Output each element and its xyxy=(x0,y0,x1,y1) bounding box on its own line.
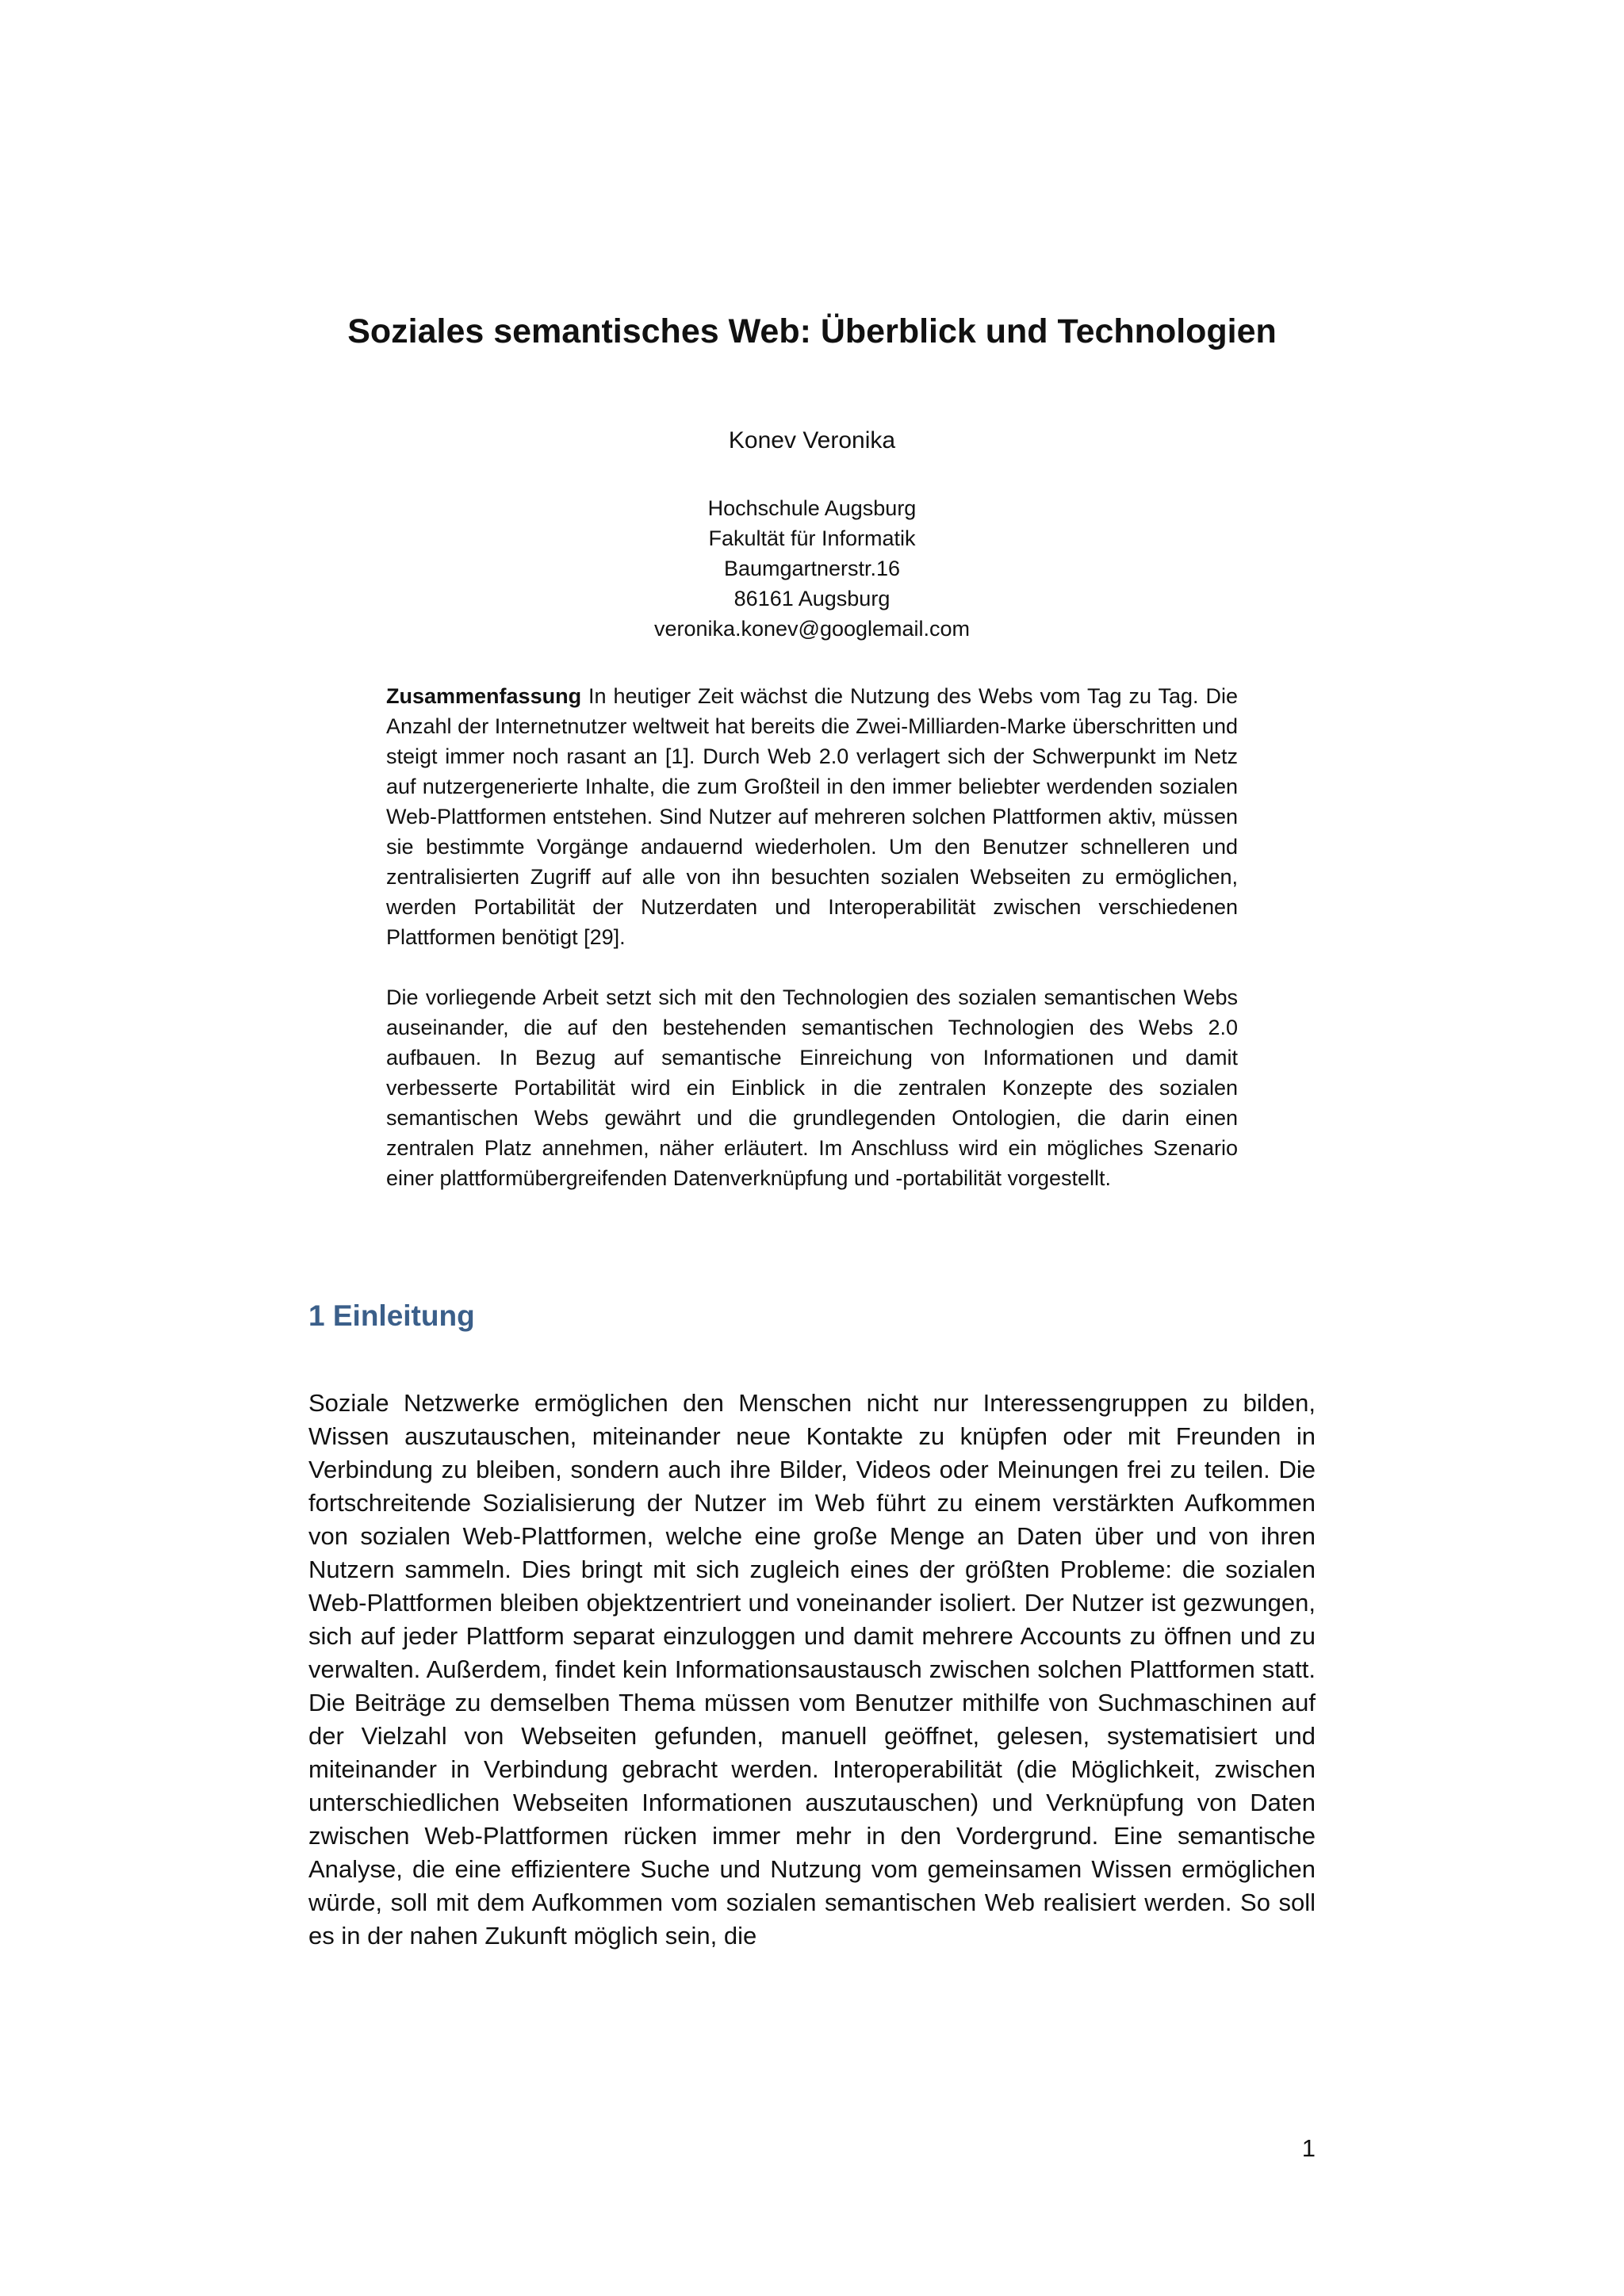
abstract-label: Zusammenfassung xyxy=(386,684,582,708)
page-number: 1 xyxy=(1301,2134,1316,2162)
section-body-paragraph: Soziale Netzwerke ermöglichen den Menschen nicht nur Interessengruppen zu bilden, Wissen auszutauschen, miteinander neue Kontakte zu knüpfen oder mit Freunden in Verbindung zu bleiben, sondern auch ihre Bilder, Videos oder Meinungen frei zu teilen. Die fortschreitende Sozialisierung der Nutzer im Web führt zu einem verstärkten Aufkommen von sozialen Web-Plattformen, welche eine große Menge an Daten über und von ihren Nutzern sammeln. Dies bringt mit sich zugleich eines der größten Probleme: die sozialen Web-Plattformen bleiben objektzentriert und voneinander isoliert. Der Nutzer ist gezwungen, sich auf jeder Plattform separat einzuloggen und damit mehrere Accounts zu öffnen und zu verwalten. Außerdem, findet kein Informationsaustausch zwischen solchen Plattformen statt. Die Beiträge zu demselben Thema müssen vom Benutzer mithilfe von Suchmaschinen auf der Vielzahl von Webseiten gefunden, manuell geöffnet, gelesen, systematisiert und miteinander in Verbindung gebracht werden. Interoperabilität (die Möglichkeit, zwischen unterschiedlichen Webseiten Informationen auszutauschen) und Verknüpfung von Daten zwischen Web-Plattformen rücken immer mehr in den Vordergrund. Eine semantische Analyse, die eine effizientere Suche und Nutzung vom gemeinsamen Wissen ermöglichen würde, soll mit dem Aufkommen vom sozialen semantischen Web realisiert werden. So soll es in der nahen Zukunft möglich sein, die xyxy=(308,1389,1316,1950)
abstract xyxy=(386,681,1238,1193)
affiliation-institution: Hochschule Augsburg xyxy=(707,496,917,520)
abstract-paragraph-1 xyxy=(386,681,1238,952)
affiliation-email: veronika.konev@googlemail.com xyxy=(653,617,971,641)
affiliation-faculty: Fakultät für Informatik xyxy=(708,526,916,550)
affiliation-city: 86161 Augsburg xyxy=(733,587,891,610)
abstract-text-1: In heutiger Zeit wächst die Nutzung des Webs vom Tag zu Tag. Die Anzahl der Internetnutzer weltweit hat bereits die Zwei-Milliarden-Marke überschritten und steigt immer noch rasant an [1]. Durch Web 2.0 verlagert sich der Schwerpunkt im Netz auf nutzergenerierte Inhalte, die zum Großteil in den immer beliebter werdenden sozialen Web-Plattformen entstehen. Sind Nutzer auf mehreren solchen Plattformen aktiv, müssen sie bestimmte Vorgänge andauernd wiederholen. Um den Benutzer schnelleren und zentralisierten Zugriff auf alle von ihn besuchten sozialen Webseiten zu ermöglichen, werden Portabilität der Nutzerdaten und Interoperabilität zwischen verschiedenen Plattformen benötigt [29]. xyxy=(386,684,1238,949)
section-heading: 1 Einleitung xyxy=(308,1299,475,1332)
affiliation-street: Baumgartnerstr.16 xyxy=(723,557,901,580)
abstract-paragraph-2: Die vorliegende Arbeit setzt sich mit den Technologien des sozialen semantischen Webs auseinander, die auf den bestehenden semantischen Technologien des Webs 2.0 aufbauen. In Bezug auf semantische Einreichung von Informationen und damit verbesserte Portabilität wird ein Einblick in die zentralen Konzepte des sozialen semantischen Webs gewährt und die grundlegenden Ontologien, die darin einen zentralen Platz annehmen, näher erläutert. Im Anschluss wird ein mögliches Szenario einer plattformübergreifenden Datenverknüpfung und -portabilität vorgestellt. xyxy=(386,985,1238,1190)
author-affiliation xyxy=(0,493,1624,644)
paper-title: Soziales semantisches Web: Überblick und Technologien xyxy=(347,312,1277,350)
author-name: Konev Veronika xyxy=(728,427,896,453)
